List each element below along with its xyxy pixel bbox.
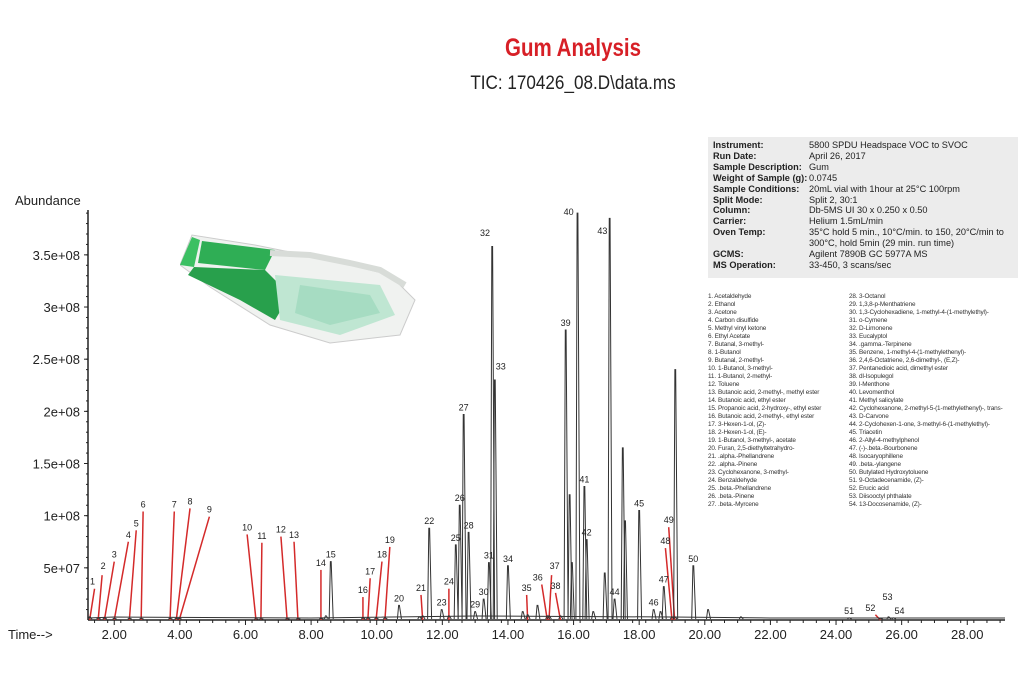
compound-item: 44. 2-Cyclohexen-1-one, 3-methyl-6-(1-methylethyl)-: [849, 421, 990, 428]
x-tick-label: 20.00: [688, 627, 722, 642]
peak-label-5: 5: [133, 518, 139, 529]
compound-item: 39. l-Menthone: [849, 381, 890, 388]
info-value: 20mL vial with 1hour at 25°C 100rpm: [809, 183, 960, 194]
peak-14: [319, 618, 323, 619]
peak-label-51: 51: [844, 605, 855, 616]
info-key: Split Mode:: [713, 194, 763, 205]
peak-22: [428, 528, 432, 619]
compound-item: 25. .beta.-Phellandrene: [708, 485, 771, 492]
compound-item: 47. (-)-.beta.-Bourbonene: [849, 445, 918, 452]
x-tick-label: 6.00: [232, 627, 259, 642]
compound-list-left: [708, 293, 821, 509]
peak-label-27: 27: [458, 402, 469, 413]
info-value: Helium 1.5mL/min: [809, 216, 884, 227]
leader-line-1: [90, 589, 95, 620]
peak-45: [638, 510, 642, 619]
peak-label-13: 13: [289, 529, 300, 540]
peak-unlabeled: [674, 370, 678, 619]
info-row: [712, 184, 1018, 195]
peak-label-26: 26: [454, 493, 465, 504]
info-row: [712, 216, 1018, 227]
compound-item: 42. Cyclohexanone, 2-methyl-5-(1-methylethenyl)-, trans-: [849, 405, 1003, 412]
peak-label-16: 16: [357, 585, 368, 596]
peak-label-7: 7: [171, 499, 177, 510]
leader-line-6: [141, 512, 143, 620]
x-tick-label: 2.00: [101, 627, 127, 642]
compound-item: 45. Triacetin: [849, 429, 882, 436]
peak-label-35: 35: [521, 582, 532, 593]
peak-label-45: 45: [634, 498, 645, 509]
compound-item: 24. Benzaldehyde: [708, 477, 757, 484]
peak-label-14: 14: [315, 557, 326, 568]
compound-item: 37. Pentanedioic acid, dimethyl ester: [849, 365, 948, 372]
x-tick-label: 24.00: [819, 627, 853, 642]
compound-item: 9. Butanal, 2-methyl-: [708, 357, 764, 364]
compound-item: 13. Butanoic acid, 2-methyl-, methyl ester: [708, 389, 820, 396]
peak-23: [440, 610, 444, 619]
y-tick-label: 3.5e+08: [32, 247, 80, 263]
compound-item: 16. Butanoic acid, 2-methyl-, ethyl ester: [708, 413, 815, 420]
info-key: GCMS:: [713, 249, 744, 260]
peak-52: [879, 618, 883, 619]
compound-item: 17. 3-Hexen-1-ol, (Z)-: [708, 421, 767, 428]
compound-item: 1. Acetaldehyde: [708, 293, 752, 300]
info-key: Sample Conditions:: [713, 183, 800, 194]
compound-item: 2. Ethanol: [708, 301, 736, 308]
compound-item: 8. 1-Butanol: [708, 349, 741, 356]
x-tick-label: 26.00: [885, 627, 918, 642]
compound-item: 36. 2,4,6-Octatriene, 2,6-dimethyl-, (E,Z)-: [849, 357, 960, 364]
x-tick-label: 18.00: [622, 627, 656, 642]
y-tick-label: 1.5e+08: [32, 456, 80, 472]
x-tick-label: 28.00: [950, 627, 984, 642]
info-row: [712, 249, 1018, 260]
peak-label-52: 52: [865, 602, 876, 613]
leader-line-12: [281, 537, 287, 620]
peak-label-32: 32: [479, 228, 490, 239]
compound-item: 46. 2-Allyl-4-methylphenol: [849, 437, 919, 444]
peak-label-34: 34: [502, 553, 513, 564]
leader-line-8: [176, 508, 190, 620]
peak-label-6: 6: [140, 499, 146, 510]
peak-label-12: 12: [275, 524, 286, 535]
compound-item: 51. 9-Octadecenamide, (Z)-: [849, 477, 924, 484]
x-tick-label: 12.00: [426, 627, 459, 642]
peak-label-54: 54: [894, 605, 905, 616]
compound-item: 34. .gamma.-Terpinene: [849, 341, 912, 348]
peak-25: [454, 545, 458, 619]
peak-label-3: 3: [111, 549, 117, 560]
gum-wrapper-image: [180, 225, 420, 355]
x-axis-label: Time-->: [8, 627, 53, 642]
leader-line-11: [261, 543, 262, 620]
y-axis-label: Abundance: [15, 193, 81, 208]
compound-item: 21. .alpha.-Phellandrene: [708, 453, 775, 460]
peak-26: [458, 505, 462, 619]
compound-item: 54. 13-Docosenamide, (Z)-: [849, 501, 922, 508]
compound-item: 30. 1,3-Cyclohexadiene, 1-methyl-4-(1-methylethyl)-: [849, 309, 989, 316]
leader-line-9: [179, 517, 209, 620]
compound-item: 3. Acetone: [708, 309, 737, 316]
info-key: Weight of Sample (g):: [713, 172, 808, 183]
peak-15: [329, 562, 333, 619]
compound-item: 19. 1-Butanol, 3-methyl-, acetate: [708, 437, 796, 444]
peak-label-37: 37: [549, 561, 560, 572]
leader-line-36: [542, 585, 548, 620]
info-key: Run Date:: [713, 150, 757, 161]
compound-item: 43. D-Carvone: [849, 413, 889, 420]
compound-item: 15. Propanoic acid, 2-hydroxy-, ethyl ester: [708, 405, 822, 412]
compound-item: 6. Ethyl Acetate: [708, 333, 751, 340]
peak-47: [662, 587, 666, 619]
peak-unlabeled: [592, 612, 596, 619]
peak-label-10: 10: [242, 522, 253, 533]
info-row: [712, 173, 1018, 184]
peak-label-4: 4: [125, 529, 131, 540]
peak-label-1: 1: [90, 576, 96, 587]
compound-item: 23. Cyclohexanone, 3-methyl-: [708, 469, 789, 476]
peak-label-22: 22: [424, 516, 435, 527]
compound-item: 29. 1,3,8-p-Menthatriene: [849, 301, 916, 308]
y-tick-label: 2.5e+08: [32, 352, 80, 368]
peak-5: [128, 618, 132, 619]
compound-item: 31. o-Cymene: [849, 317, 888, 324]
compound-item: 40. Levomenthol: [849, 389, 895, 396]
compound-item: 20. Furan, 2,5-diethyltetrahydro-: [708, 445, 795, 452]
y-tick-label: 5e+07: [43, 560, 80, 576]
x-tick-label: 4.00: [167, 627, 193, 642]
peak-label-41: 41: [579, 474, 590, 485]
peak-6: [140, 618, 144, 619]
peak-unlabeled: [536, 605, 540, 619]
peak-label-46: 46: [648, 597, 659, 608]
compound-item: 50. Butylated Hydroxytoluene: [849, 469, 929, 476]
compound-item: 22. .alpha.-Pinene: [708, 461, 758, 468]
compound-item: 41. Methyl salicylate: [849, 397, 904, 404]
peak-label-21: 21: [415, 582, 427, 593]
compound-item: 14. Butanoic acid, ethyl ester: [708, 397, 786, 404]
info-row: [712, 260, 1018, 271]
leader-line-52: [875, 615, 880, 620]
leader-line-13: [294, 542, 298, 620]
peak-label-47: 47: [658, 574, 669, 585]
peak-27: [462, 414, 466, 619]
info-value: 35°C hold 5 min., 10°C/min. to 150, 20°C/min to 300°C, hold 5min (29 min. run time): [809, 227, 1004, 249]
info-row: [712, 140, 1018, 151]
peak-label-28: 28: [463, 520, 474, 531]
compound-item: 12. Toluene: [708, 381, 740, 388]
leader-line-10: [247, 534, 256, 620]
x-tick-label: 14.00: [491, 627, 525, 642]
peak-7: [168, 618, 172, 619]
peak-label-24: 24: [443, 576, 454, 587]
peak-label-15: 15: [325, 549, 336, 560]
info-key: MS Operation:: [713, 259, 776, 270]
x-tick-label: 10.00: [360, 627, 393, 642]
compound-item: 27. .beta.-Myrcene: [708, 501, 759, 508]
info-value: 33-450, 3 scans/sec: [809, 259, 892, 270]
peak-label-36: 36: [532, 572, 543, 583]
info-value: Gum: [809, 161, 829, 172]
peak-label-50: 50: [688, 553, 699, 564]
peak-label-48: 48: [660, 536, 671, 547]
chart-subtitle: TIC: 170426_08.D\data.ms: [470, 73, 676, 94]
peak-label-39: 39: [560, 317, 571, 328]
peak-label-23: 23: [436, 597, 447, 608]
peak-label-19: 19: [384, 534, 395, 545]
x-tick-label: 22.00: [754, 627, 787, 642]
info-row: [712, 162, 1018, 173]
peak-unlabeled: [521, 612, 525, 619]
compound-item: 28. 3-Octanol: [849, 293, 886, 300]
peak-label-11: 11: [257, 530, 267, 541]
peak-33: [493, 380, 497, 619]
peak-label-42: 42: [581, 527, 592, 538]
info-value: Split 2, 30:1: [809, 194, 858, 205]
leader-line-5: [129, 530, 136, 620]
compound-item: 38. dl-Isopulegol: [849, 373, 894, 380]
peak-4: [113, 618, 117, 619]
peak-label-33: 33: [495, 361, 506, 372]
peak-40: [576, 213, 580, 619]
info-row: [712, 205, 1018, 216]
peak-label-38: 38: [550, 580, 561, 591]
y-tick-label: 3e+08: [43, 300, 80, 316]
peak-label-18: 18: [376, 549, 387, 560]
peak-label-2: 2: [100, 561, 106, 572]
peak-label-25: 25: [450, 532, 461, 543]
peak-label-20: 20: [394, 593, 405, 604]
peak-43: [608, 218, 612, 619]
compound-item: 52. Erucic acid: [849, 485, 889, 492]
peak-44: [613, 599, 617, 619]
leader-line-3: [104, 562, 114, 620]
info-key: Sample Description:: [713, 161, 802, 172]
x-tick-label: 16.00: [557, 627, 590, 642]
peak-label-31: 31: [483, 550, 494, 561]
leader-line-7: [170, 512, 174, 620]
y-tick-label: 1e+08: [43, 508, 80, 524]
info-value: Db-5MS UI 30 x 0.250 x 0.50: [809, 205, 928, 216]
peak-29: [474, 612, 478, 619]
leader-line-2: [98, 575, 102, 620]
info-row: [712, 227, 1018, 249]
peak-39: [564, 330, 568, 619]
compound-item: 11. 1-Butanol, 2-methyl-: [708, 373, 773, 380]
compound-item: 53. Diisooctyl phthalate: [849, 493, 912, 500]
peak-label-43: 43: [597, 225, 608, 236]
chart-title: Gum Analysis: [505, 34, 641, 62]
peak-label-8: 8: [187, 496, 193, 507]
instrument-info-table: [708, 137, 1018, 278]
compound-item: 4. Carbon disulfide: [708, 317, 759, 324]
info-value: 0.0745: [809, 172, 838, 183]
compound-item: 7. Butanal, 3-methyl-: [708, 341, 764, 348]
info-key: Oven Temp:: [713, 227, 766, 238]
peak-unlabeled: [603, 573, 607, 619]
info-value: April 26, 2017: [809, 150, 866, 161]
peak-unlabeled: [568, 495, 572, 619]
info-row: [712, 195, 1018, 206]
peak-label-30: 30: [478, 587, 489, 598]
info-key: Carrier:: [713, 216, 747, 227]
peak-50: [692, 566, 696, 619]
peak-label-53: 53: [882, 591, 893, 602]
compound-item: 48. Isocaryophillene: [849, 453, 903, 460]
peak-label-49: 49: [663, 515, 674, 526]
peak-label-9: 9: [206, 504, 212, 515]
leader-line-18: [376, 562, 382, 620]
info-key: Instrument:: [713, 140, 764, 150]
info-key: Column:: [713, 205, 751, 216]
compound-item: 35. Benzene, 1-methyl-4-(1-methylethenyl)-: [849, 349, 966, 356]
compound-item: 26. .beta.-Pinene: [708, 493, 755, 500]
compound-item: 49. .beta.-ylangene: [849, 461, 901, 468]
peak-label-29: 29: [470, 599, 481, 610]
info-value: 5800 SPDU Headspace VOC to SVOC: [809, 140, 968, 150]
compound-item: 18. 2-Hexen-1-ol, (E)-: [708, 429, 767, 436]
peak-46: [652, 610, 656, 619]
info-row: [712, 151, 1018, 162]
x-tick-label: 8.00: [298, 627, 324, 642]
peak-9: [178, 618, 182, 619]
compound-item: 32. D-Limonene: [849, 325, 893, 332]
compound-item: 5. Methyl vinyl ketone: [708, 325, 767, 332]
leader-line-17: [368, 578, 370, 620]
peak-label-44: 44: [609, 587, 620, 598]
peak-label-17: 17: [365, 566, 376, 577]
info-value: Agilent 7890B GC 5977A MS: [809, 249, 928, 260]
compound-item: 33. Eucalyptol: [849, 333, 888, 340]
y-tick-label: 2e+08: [43, 404, 80, 420]
peak-label-40: 40: [563, 207, 574, 218]
compound-item: 10. 1-Butanol, 3-methyl-: [708, 365, 773, 372]
compound-list-right: [849, 293, 1003, 509]
peak-34: [506, 566, 510, 619]
